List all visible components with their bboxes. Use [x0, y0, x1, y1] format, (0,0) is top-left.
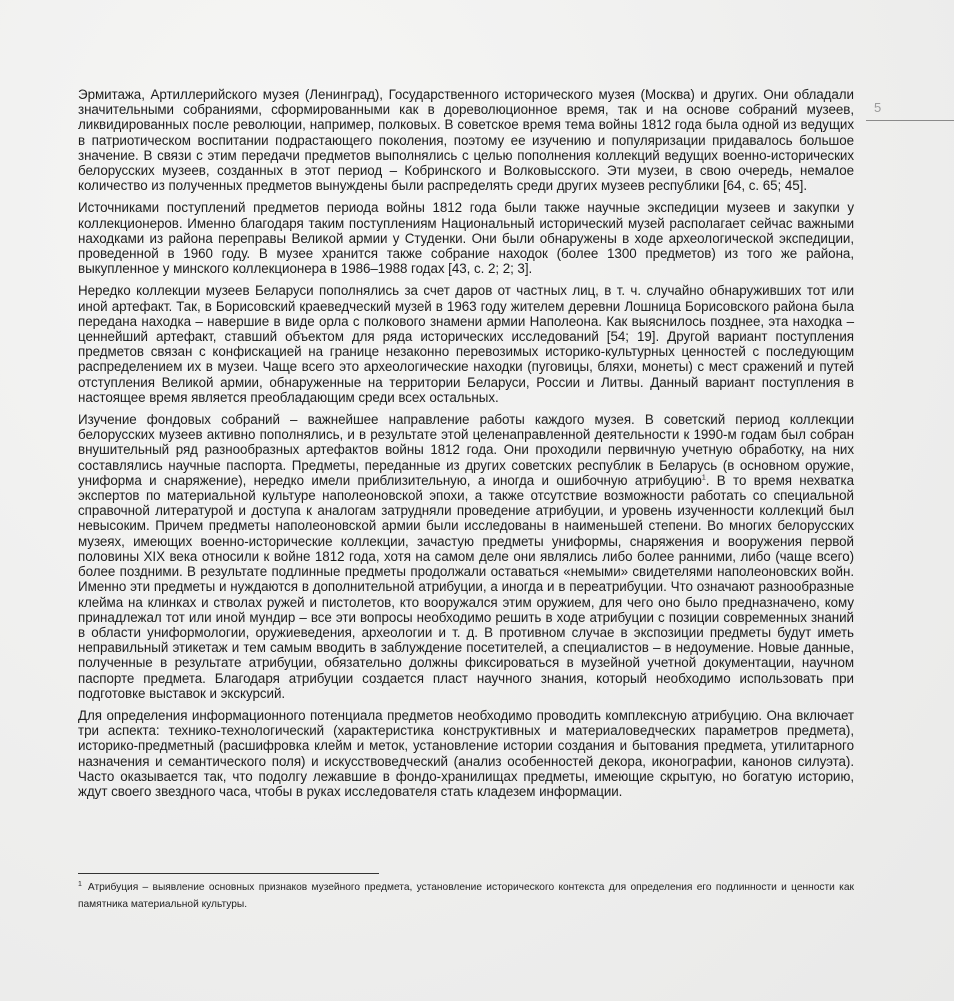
paragraph-5: Для определения информационного потенциала предметов необходимо проводить комплексную атрибуцию. Она включает три аспекта: технико-технологический (характеристика конструктивных и материаловедческих параметров предмета), историко-предметный (расшифровка клейм и меток, установление истории создания и бытования предмета, утилитарного назначения и семантического поля) и искусствоведческий (анализ особенностей декора, иконографии, канонов силуэта). Часто оказывается так, что подолгу лежавшие в фондо-хранилищах предметы, имеющие скрытую, но богатую историю, ждут своего звездного часа, чтобы в руках исследователя стать кладезем информации.: [78, 707, 854, 799]
page-number-rule: [866, 120, 954, 121]
footnote-number: 1: [78, 880, 82, 888]
main-text: [78, 87, 854, 806]
footnote-divider: [78, 873, 379, 874]
footnote: [78, 879, 854, 913]
paragraph-1: Эрмитажа, Артиллерийского музея (Ленинград), Государственного исторического музея (Москва) и других. Они обладали значительными собраниями, сформированными как в дореволюционное время, так и на основе собраний музеев, ликвидированных после революции, например, полковых. В советское время тема войны 1812 года была одной из ведущих в патриотическом воспитании подрастающего поколения, поэтому ее изучению и популяризации придавалось большое значение. В связи с этим передачи предметов выполнялись с целью пополнения коллекций ведущих военно-исторических белорусских музеев, созданных в этот период – Кобринского и Волковысского. Эти музеи, в свою очередь, немалое количество из полученных предметов вынуждены были распределять среди других музеев республики [64, с. 65; 45].: [78, 87, 854, 194]
footnote-reference[interactable]: 1: [701, 474, 706, 482]
paragraph-4-part-1: Изучение фондовых собраний – важнейшее направление работы каждого музея. В советский период коллекции белорусских музеев активно пополнялись, и в результате этой целенаправленной деятельности к 1990-м годам был собран внушительный ряд разнообразных артефактов войны 1812 года. Они проходили первичную учетную обработку, на них составлялись научные паспорта. Предметы, переданные из других советских республик в Беларусь (в основном оружие, униформа и снаряжение), нередко имели приблизительную, а иногда и ошибочную атрибуцию: [78, 412, 854, 488]
page-number: 5: [874, 100, 882, 115]
paragraph-3: Нередко коллекции музеев Беларуси пополнялись за счет даров от частных лиц, в т. ч. случайно обнаруживших тот или иной артефакт. Так, в Борисовский краеведческий музей в 1963 году жителем деревни Лошница Борисовского района была передана находка – навершие в виде орла с полкового знамени армии Наполеона. Как выяснилось позднее, эта находка – ценнейший артефакт, ставший объектом для ряда исторических исследований [54; 19]. Другой вариант поступления предметов связан с конфискацией на границе незаконно перевозимых историко-культурных ценностей с последующим распределением их в музеи. Чаще всего это археологические находки (пуговицы, бляхи, монеты) с мест сражений и путей отступления Великой армии, обнаруженные на территории Беларуси, России и Литвы. Данный вариант поступления в настоящее время является преобладающим среди всех остальных.: [78, 283, 854, 405]
footnote-text: Атрибуция – выявление основных признаков музейного предмета, установление исторического контекста для определения его подлинности и ценности как памятника материальной культуры.: [78, 882, 854, 910]
paragraph-4: [78, 412, 854, 701]
paragraph-4-part-2: . В то время нехватка экспертов по материальной культуре наполеоновской эпохи, а также отсутствие возможности работать со специальной справочной литературой и доступа к аналогам затрудняли проведение атрибуции, и уровень изученности коллекций был невысоким. Причем предметы наполеоновской армии были исследованы в наименьшей степени. Во многих белорусских музеях, имеющих военно-исторические коллекции, зачастую предметы униформы, снаряжения и вооружения первой половины XIX века относили к войне 1812 года, хотя на самом деле они являлись либо более ранними, либо (чаще всего) более поздними. В результате подлинные предметы продолжали оставаться «немыми» свидетелями наполеоновских войн. Именно эти предметы и нуждаются в дополнительной атрибуции, а иногда и в переатрибуции. Что означают разнообразные клейма на клинках и стволах ружей и пистолетов, кто вооружался этим оружием, для чего оно было предназначено, кому принадлежал тот или иной мундир – все эти вопросы необходимо решить в ходе атрибуции с позиции современных знаний в области униформологии, оружиеведения, археологии и т. д. В противном случае в экспозиции предметы будут иметь неправильный этикетаж и тем самым вводить в заблуждение посетителей, а специалистов – в недоумение. Новые данные, полученные в результате атрибуции, обязательно должны фиксироваться в музейной учетной документации, научном паспорте предмета. Благодаря атрибуции создается пласт научного знания, который необходимо использовать при подготовке выставок и экскурсий.: [78, 472, 854, 701]
paragraph-2: Источниками поступлений предметов периода войны 1812 года были также научные экспедиции музеев и закупки у коллекционеров. Именно благодаря таким поступлениям Национальный исторический музей располагает сейчас важными находками из района переправы Великой армии у Студенки. Они были обнаружены в ходе археологической экспедиции, проведенной в 1960 году. В музее хранится также собрание находок (более 1300 предметов) из того же района, выкупленное у минского коллекционера в 1986–1988 годах [43, с. 2; 2; 3].: [78, 200, 854, 277]
